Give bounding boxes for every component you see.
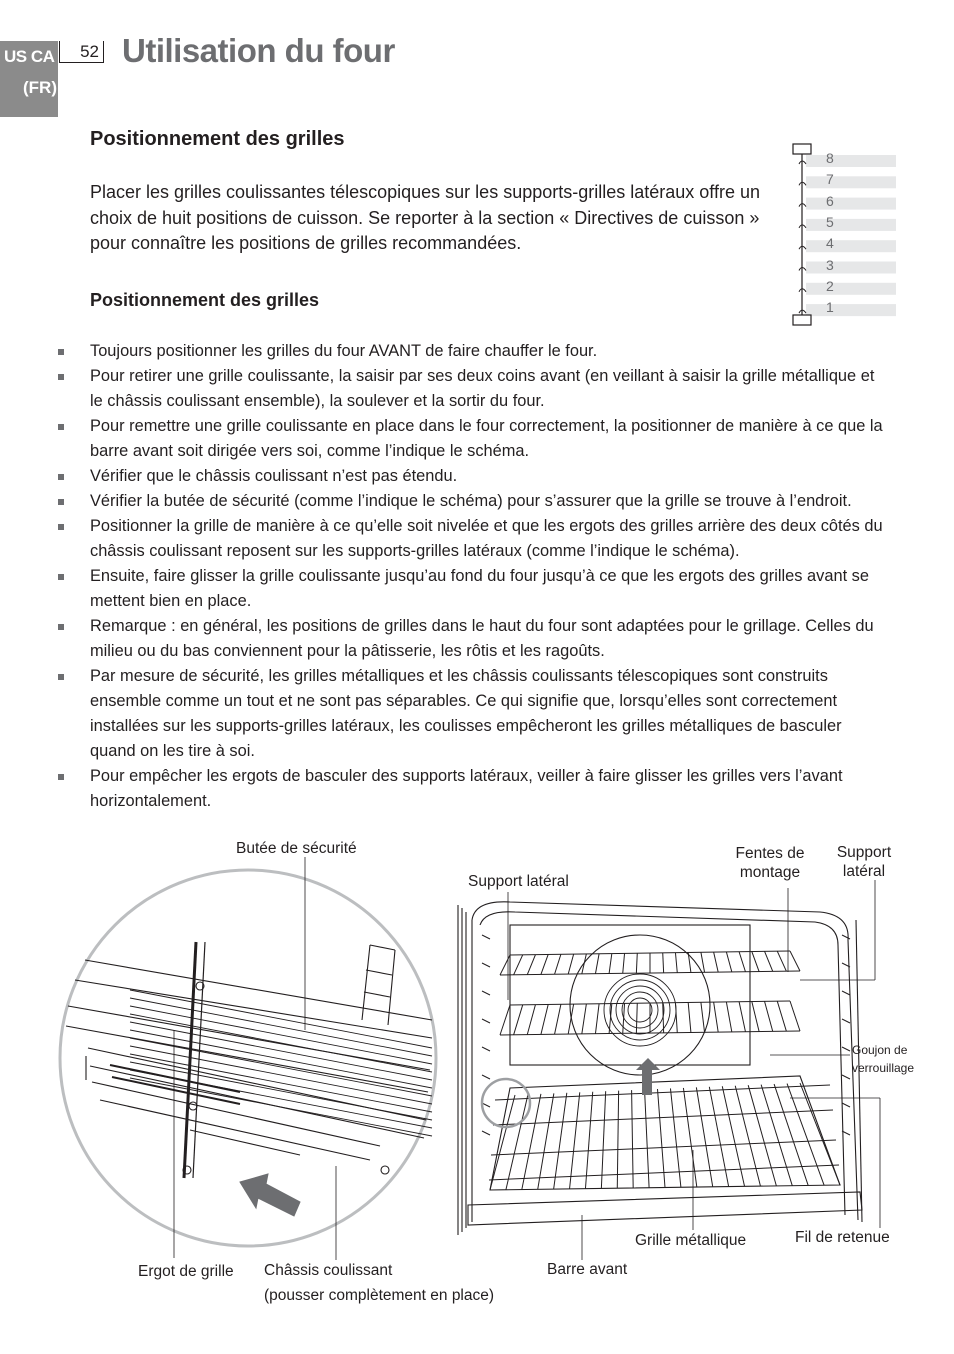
label-locking-pin-line1: Goujon de bbox=[852, 1043, 908, 1057]
oven-rack-wire bbox=[514, 1005, 523, 1035]
label-retaining-wire: Fil de retenue bbox=[795, 1229, 890, 1246]
side-support-slot bbox=[482, 1047, 490, 1051]
section-subtitle: Positionnement des grilles bbox=[90, 290, 320, 310]
oven-rack-wire bbox=[541, 954, 548, 974]
label-locking-pin bbox=[852, 1041, 914, 1077]
oven-rack-wire bbox=[675, 1003, 677, 1033]
bullet-square-icon bbox=[58, 499, 64, 505]
oven-rack-wire bbox=[739, 952, 745, 972]
bottom-rack-wire bbox=[490, 1095, 515, 1190]
oven-rack-wire bbox=[714, 1002, 719, 1032]
rack-slat bbox=[130, 1078, 432, 1136]
list-item bbox=[56, 464, 886, 489]
bottom-rack-crossbar bbox=[493, 1110, 833, 1125]
oven-rack-wire bbox=[568, 1004, 573, 1034]
rack-position-number: 7 bbox=[826, 171, 834, 188]
bullet-square-icon bbox=[58, 524, 64, 530]
list-item-text: Par mesure de sécurité, les grilles métalliques et les châssis coulissants télescopiques sont construits ensemble comme un tout et ne sont pas séparables. Ce qui signifie que, lorsqu’elles sont correctement installées sur les supports-grilles latéraux, les coulisses empêcheront les grilles métalliques de basculer quand on les tire à soi. bbox=[90, 667, 842, 760]
oven-illustration bbox=[0, 830, 954, 1330]
bullet-square-icon bbox=[58, 624, 64, 630]
rack-slat bbox=[130, 990, 432, 1048]
list-item-text: Remarque : en général, les positions de grilles dans le haut du four sont adaptées pour le grillage. Celles du milieu ou du bas conviennent pour la pâtisserie, les rôtis et les ragoûts. bbox=[90, 617, 874, 660]
label-mounting-slots-line2: montage bbox=[739, 864, 801, 881]
side-support-slot bbox=[842, 935, 850, 939]
rack-slat bbox=[130, 1070, 432, 1128]
rack-position-number: 8 bbox=[826, 150, 834, 166]
bottom-rack-wire bbox=[554, 1093, 567, 1189]
label-side-support-right-line1: Support bbox=[836, 844, 892, 861]
rack-position-bar bbox=[806, 219, 896, 231]
label-safety-stop: Butée de sécurité bbox=[236, 840, 357, 857]
oven-rack-edge bbox=[500, 1005, 510, 1035]
bottom-rack-wire bbox=[585, 1092, 592, 1189]
oven-rack-wire bbox=[663, 953, 664, 973]
bottom-rack-wire bbox=[696, 1087, 712, 1186]
list-item bbox=[56, 764, 886, 814]
side-support-slot bbox=[482, 991, 490, 995]
oven-rack-wire bbox=[527, 955, 535, 975]
bottom-rack-wire bbox=[538, 1093, 554, 1189]
rack-position-bar bbox=[806, 176, 896, 188]
oven-rack-wire bbox=[752, 1002, 759, 1032]
bottom-rack-wire bbox=[787, 1084, 824, 1186]
rack-position-bar bbox=[806, 283, 896, 295]
oven-rack-wire bbox=[701, 1002, 705, 1032]
side-support-slot bbox=[482, 1075, 490, 1079]
label-mounting-slots-line1: Fentes de bbox=[735, 845, 805, 862]
oven-rack-wire bbox=[636, 1003, 637, 1033]
side-support-slot bbox=[842, 1103, 850, 1107]
oven-rack-wire bbox=[582, 1004, 587, 1034]
page-number: 52 bbox=[59, 41, 104, 63]
oven-cavity bbox=[458, 902, 862, 1235]
oven-rack-wire bbox=[514, 955, 523, 975]
oven-rack-edge bbox=[500, 955, 510, 975]
oven-rack-wire bbox=[752, 952, 759, 972]
list-item-text: Pour remettre une grille coulissante en place dans le four correctement, la positionner de manière à ce que la barre avant soit dirigée vers soi, comme l’indique le schéma. bbox=[90, 417, 883, 460]
oven-rack-wire bbox=[595, 1004, 599, 1034]
bullet-square-icon bbox=[58, 574, 64, 580]
oven-rack-wire bbox=[714, 952, 719, 972]
bottom-rack-crossbar bbox=[495, 1085, 830, 1100]
bullet-square-icon bbox=[58, 774, 64, 780]
oven-rack-wire bbox=[765, 1001, 773, 1031]
side-support-slot bbox=[842, 1019, 850, 1023]
oven-rack-wire bbox=[623, 953, 625, 973]
list-item bbox=[56, 614, 886, 664]
oven-rack-wire bbox=[726, 952, 731, 972]
rack-position-number: 4 bbox=[826, 235, 834, 252]
page-title: Utilisation du four bbox=[122, 32, 395, 69]
bottom-rack-wire bbox=[761, 1085, 792, 1186]
rack-position-graphic bbox=[792, 143, 902, 328]
intro-paragraph: Placer les grilles coulissantes télescopiques sur les supports-grilles latéraux offre un choix de huit positions de cuisson. Se reporter à la section « Directives de cuisson » pour connaître les positions de grilles recommandées. bbox=[90, 182, 760, 253]
label-mounting-slots bbox=[728, 844, 812, 882]
oven-rack-wire bbox=[688, 1002, 691, 1032]
list-item-text: Vérifier la butée de sécurité (comme l’indique le schéma) pour s’assurer que la grille se trouve à l’endroit. bbox=[90, 492, 852, 510]
oven-rack-wire bbox=[541, 1004, 548, 1034]
rack-position-number: 6 bbox=[826, 192, 834, 209]
label-sliding-frame bbox=[264, 1261, 494, 1305]
oven-rack-wire bbox=[582, 954, 587, 974]
oven-rack-wire bbox=[675, 953, 677, 973]
bottom-rack-wire bbox=[617, 1091, 618, 1189]
label-front-bar: Barre avant bbox=[547, 1261, 628, 1278]
rack-position-number: 2 bbox=[826, 277, 834, 294]
list-item bbox=[56, 564, 886, 614]
oven-rack-wire bbox=[765, 951, 773, 971]
label-side-support-right bbox=[826, 843, 902, 881]
list-item bbox=[56, 364, 886, 414]
list-item-text: Ensuite, faire glisser la grille coulissante jusqu’au fond du four jusqu’à ce que les ergots des grilles avant se mettent bien en place. bbox=[90, 567, 869, 610]
oven-rack-wire bbox=[595, 954, 599, 974]
list-item-text: Toujours positionner les grilles du four AVANT de faire chauffer le four. bbox=[90, 342, 598, 360]
oven-rack-edge bbox=[790, 1001, 800, 1031]
bottom-rack-wire bbox=[683, 1088, 696, 1187]
section-title: Positionnement des grilles bbox=[90, 128, 345, 150]
oven-rack-wire bbox=[568, 954, 573, 974]
side-support-slot bbox=[842, 991, 850, 995]
side-support-slot bbox=[482, 1019, 490, 1023]
label-side-support-right-line2: latéral bbox=[842, 863, 886, 880]
list-item bbox=[56, 664, 886, 764]
oven-rack-wire bbox=[527, 1005, 535, 1035]
label-rack-lug: Ergot de grille bbox=[138, 1263, 234, 1280]
bottom-rack-wire bbox=[735, 1086, 760, 1186]
rack-position-bar bbox=[806, 155, 896, 167]
side-support-slot bbox=[482, 963, 490, 967]
bullet-square-icon bbox=[58, 374, 64, 380]
rack-position-diagram bbox=[792, 143, 902, 328]
bottom-rack-wire bbox=[632, 1090, 634, 1188]
side-support-slot bbox=[482, 935, 490, 939]
oven-rack-wire bbox=[701, 952, 705, 972]
bullet-square-icon bbox=[58, 674, 64, 680]
oven-rack-wire bbox=[777, 951, 786, 971]
bullet-square-icon bbox=[58, 349, 64, 355]
rack-position-bar bbox=[806, 304, 896, 316]
oven-rack-wire bbox=[555, 1004, 561, 1034]
label-locking-pin-line2: verrouillage bbox=[852, 1061, 915, 1075]
bullet-square-icon bbox=[58, 424, 64, 430]
rack-position-bar bbox=[806, 262, 896, 274]
rack-slat bbox=[130, 998, 432, 1056]
list-item-text: Positionner la grille de manière à ce qu’elle soit nivelée et que les ergots des grilles arrière des deux côtés du châssis coulissant reposent sur les supports-grilles latéraux (comme l’indique le schéma). bbox=[90, 517, 883, 560]
list-item bbox=[56, 489, 886, 514]
oven-rack-wire bbox=[739, 1002, 745, 1032]
rack-position-number: 3 bbox=[826, 256, 834, 273]
magnified-detail bbox=[60, 870, 436, 1246]
instruction-list bbox=[56, 339, 886, 814]
list-item bbox=[56, 414, 886, 464]
oven-rack-edge bbox=[790, 951, 800, 971]
bottom-rack-wire bbox=[570, 1092, 580, 1189]
list-item bbox=[56, 339, 886, 364]
list-item bbox=[56, 514, 886, 564]
rack-slat bbox=[130, 1046, 432, 1104]
rack-position-number: 1 bbox=[826, 299, 834, 316]
bottom-rack-wire bbox=[748, 1085, 776, 1186]
rack-position-bar bbox=[806, 198, 896, 210]
label-sliding-frame-line1: Châssis coulissant bbox=[264, 1262, 393, 1279]
bottom-rack-wire bbox=[774, 1084, 808, 1185]
label-wire-rack: Grille métallique bbox=[635, 1232, 747, 1249]
list-item-text: Vérifier que le châssis coulissant n’est pas étendu. bbox=[90, 467, 458, 485]
rack-position-bar bbox=[806, 240, 896, 252]
side-support-slot bbox=[842, 1047, 850, 1051]
list-item-text: Pour empêcher les ergots de basculer des supports latéraux, veiller à faire glisser les grilles vers l’avant horizontalement. bbox=[90, 767, 843, 810]
rack-position-number: 5 bbox=[826, 213, 834, 230]
side-support-slot bbox=[482, 1131, 490, 1135]
side-support-slot bbox=[842, 1075, 850, 1079]
oven-rack-drawing bbox=[0, 830, 954, 1330]
bullet-square-icon bbox=[58, 474, 64, 480]
language-tab bbox=[0, 41, 58, 117]
region-label: US CA bbox=[4, 47, 55, 66]
oven-rack-wire bbox=[777, 1001, 786, 1031]
rack-slat bbox=[130, 1006, 432, 1064]
list-item-text: Pour retirer une grille coulissante, la saisir par ses deux coins avant (en veillant à saisir la grille métallique et le châssis coulissant ensemble), la soulever et la sortir du four. bbox=[90, 367, 875, 410]
label-sliding-frame-line2: (pousser complètement en place) bbox=[264, 1287, 495, 1304]
oven-rack-wire bbox=[609, 954, 612, 974]
oven-rack-wire bbox=[636, 953, 637, 973]
language-label: (FR) bbox=[23, 78, 57, 97]
bottom-rack-crossbar bbox=[491, 1140, 836, 1155]
rack-slat bbox=[130, 1014, 432, 1072]
oven-rack-wire bbox=[555, 954, 561, 974]
bottom-rack-wire bbox=[601, 1091, 605, 1188]
label-side-support: Support latéral bbox=[468, 873, 569, 890]
oven-rack-wire bbox=[726, 1002, 731, 1032]
